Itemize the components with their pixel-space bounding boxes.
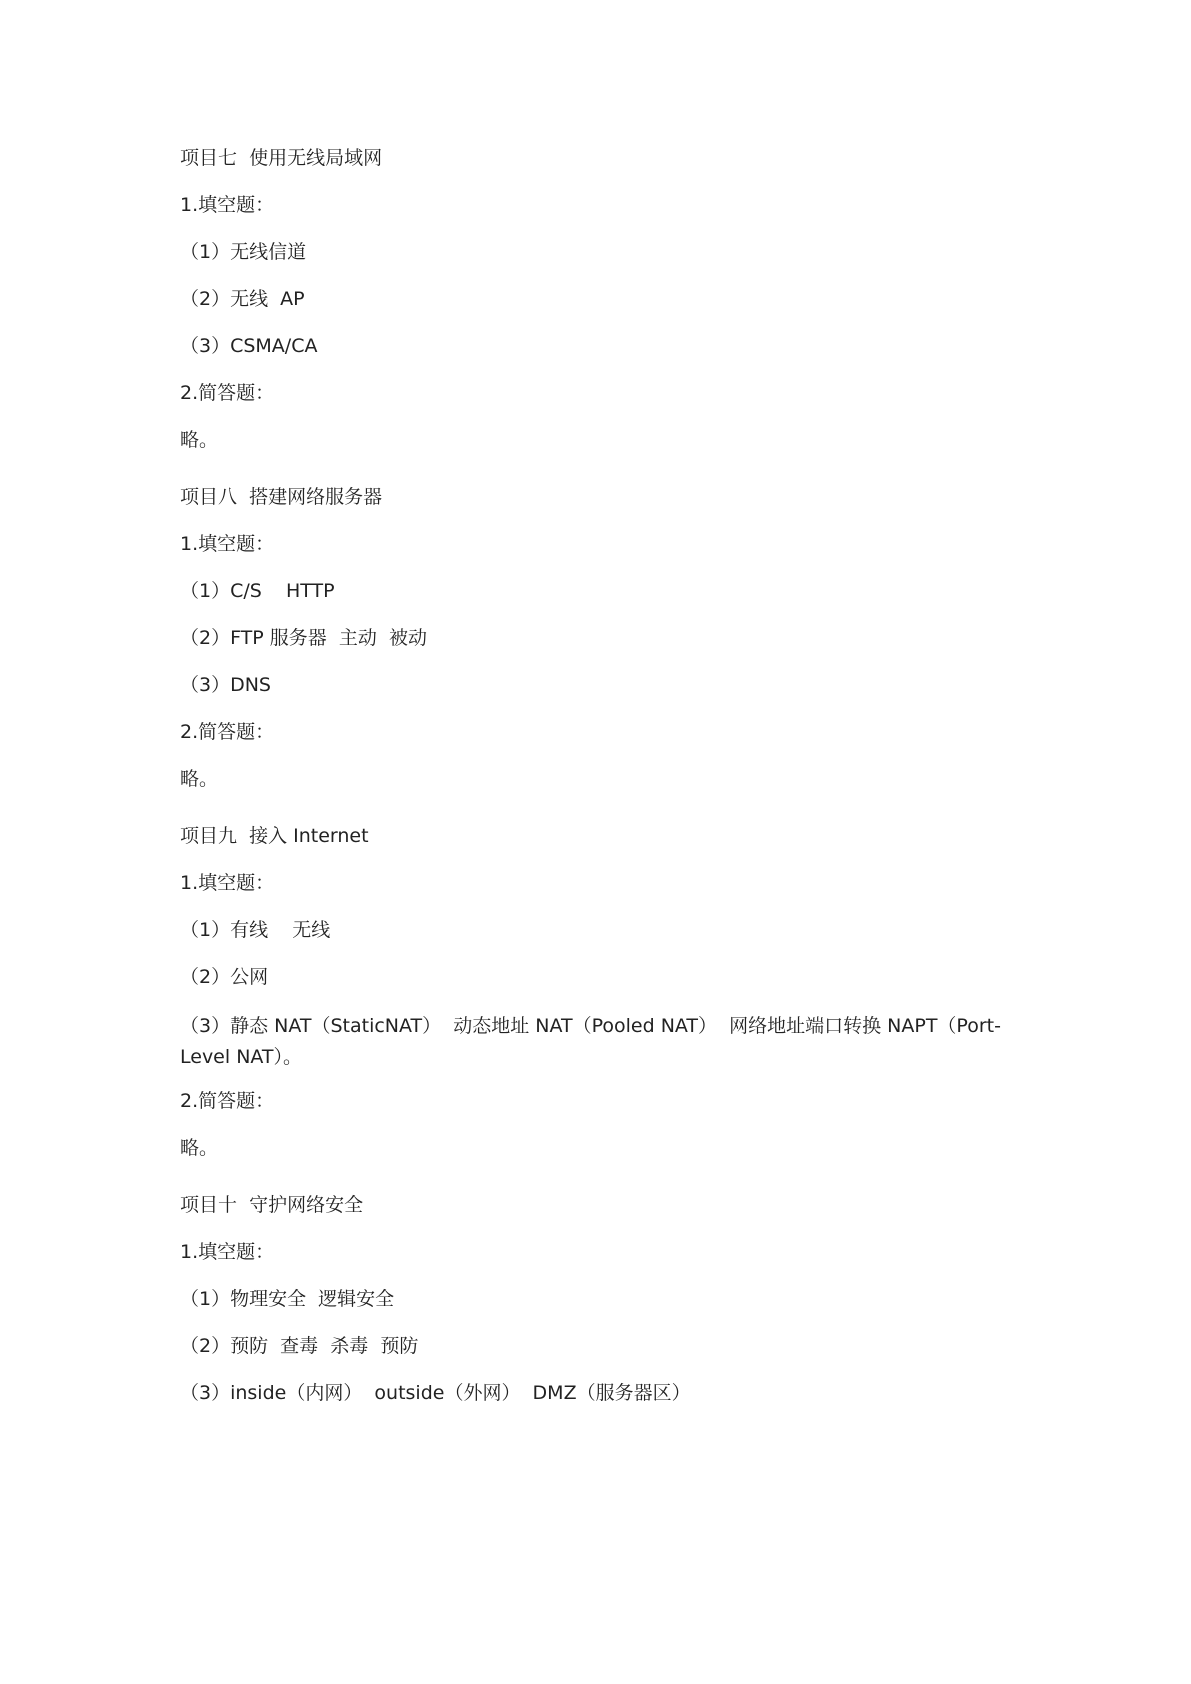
answer-item: （3）inside（内网） outside（外网） DMZ（服务器区） [180,1382,691,1404]
answer-item: （2）无线 AP [180,288,305,310]
answer-item: （3）CSMA/CA [180,335,318,357]
short-answer-heading: 2.简答题： [180,382,275,404]
section-title: 项目九 接入 Internet [180,825,369,847]
section-project-8 [180,484,1020,793]
short-answer-heading: 2.简答题： [180,1090,275,1112]
section-project-10 [180,1192,1020,1407]
answer-item: （3）静态 NAT（StaticNAT） 动态地址 NAT（Pooled NAT） 网络地址端口转换 NAPT（Port-Level NAT）。 [180,1015,1001,1068]
document-content [180,145,1020,1427]
answer-item: （1）C/S HTTP [180,580,335,602]
section-title: 项目七 使用无线局域网 [180,147,383,169]
section-project-7 [180,145,1020,454]
short-answer-text: 略。 [180,768,219,790]
answer-item: （1）有线 无线 [180,919,331,941]
fill-in-heading: 1.填空题： [180,1241,275,1263]
section-title: 项目八 搭建网络服务器 [180,486,383,508]
fill-in-heading: 1.填空题： [180,533,275,555]
answer-item: （1）无线信道 [180,241,307,263]
fill-in-heading: 1.填空题： [180,194,275,216]
short-answer-text: 略。 [180,429,219,451]
answer-item: （2）预防 查毒 杀毒 预防 [180,1335,419,1357]
section-project-9 [180,823,1020,1162]
short-answer-heading: 2.简答题： [180,721,275,743]
answer-item: （1）物理安全 逻辑安全 [180,1288,395,1310]
answer-item: （3）DNS [180,674,271,696]
answer-item: （2）FTP 服务器 主动 被动 [180,627,427,649]
fill-in-heading: 1.填空题： [180,872,275,894]
answer-item: （2）公网 [180,966,269,988]
section-title: 项目十 守护网络安全 [180,1194,364,1216]
short-answer-text: 略。 [180,1137,219,1159]
